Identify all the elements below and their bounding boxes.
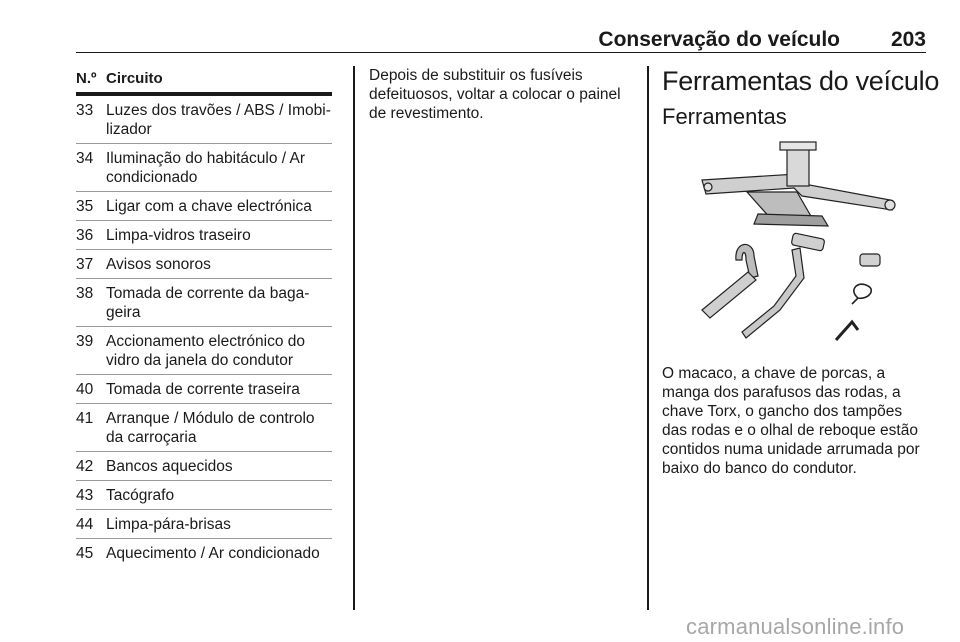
column-header-circuit: Circuito	[106, 70, 163, 87]
wheel-bolt-sleeve-icon	[742, 233, 825, 338]
towing-eye-icon	[836, 322, 858, 340]
watermark: carmanualsonline.info	[686, 614, 905, 639]
fuse-number: 38	[76, 285, 94, 302]
circuit-name: Iluminação do habitáculo / Ar condicionado	[106, 150, 306, 186]
circuit-name: Tacógrafo	[106, 487, 175, 504]
wheel-brace-icon	[702, 244, 758, 318]
fuse-number: 33	[76, 102, 94, 119]
jack-icon	[702, 142, 895, 226]
table-row	[76, 452, 332, 481]
circuit-name: Arranque / Módulo de controlo da carroçaria	[106, 410, 315, 446]
page-header	[76, 26, 926, 53]
table-row	[76, 221, 332, 250]
circuit-name: Bancos aquecidos	[106, 458, 233, 475]
tools-description: O macaco, a chave de porcas, a manga dos parafusos das rodas, a chave Torx, o gancho dos tampões das rodas e o olhal de reboque estão contidos numa unidade arrumada por baixo do banco do condutor.	[662, 365, 920, 477]
page-number: 203	[890, 28, 926, 51]
table-header	[76, 65, 332, 96]
circuit-name: Ligar com a chave electrónica	[106, 198, 312, 215]
fuse-number: 45	[76, 545, 94, 562]
fuse-table	[76, 65, 332, 567]
fuse-number: 40	[76, 381, 94, 398]
circuit-name: Tomada de corrente traseira	[106, 381, 300, 398]
fuse-number: 39	[76, 333, 94, 350]
fuse-number: 42	[76, 458, 94, 475]
table-row	[76, 510, 332, 539]
circuit-name: Luzes dos travões / ABS / Imobi- lizador	[106, 102, 331, 138]
fuse-number: 35	[76, 198, 94, 215]
column-divider	[353, 66, 355, 610]
table-row	[76, 375, 332, 404]
subsection-heading: Ferramentas	[662, 104, 787, 129]
fuse-number: 36	[76, 227, 94, 244]
replacement-note: Depois de substituir os fusíveis defeituosos, voltar a colocar o painel de revestimento.	[369, 67, 621, 122]
hubcap-hook-icon	[852, 284, 871, 304]
fuse-number: 41	[76, 410, 94, 427]
table-row	[76, 144, 332, 192]
table-row	[76, 404, 332, 452]
table-row	[76, 481, 332, 510]
fuse-number: 34	[76, 150, 94, 167]
table-row	[76, 539, 332, 567]
table-row	[76, 327, 332, 375]
circuit-name: Limpa-pára-brisas	[106, 516, 231, 533]
table-row	[76, 192, 332, 221]
torx-key-icon	[860, 254, 880, 266]
circuit-name: Avisos sonoros	[106, 256, 211, 273]
section-title: Conservação do veículo	[598, 28, 840, 51]
circuit-name: Aquecimento / Ar condicionado	[106, 545, 320, 562]
circuit-name: Limpa-vidros traseiro	[106, 227, 251, 244]
column-header-number: N.º	[76, 70, 97, 87]
fuse-number: 43	[76, 487, 94, 504]
table-row	[76, 96, 332, 144]
circuit-name: Tomada de corrente da baga- geira	[106, 285, 310, 321]
vehicle-tools-illustration	[662, 140, 926, 348]
table-row	[76, 279, 332, 327]
circuit-name: Accionamento electrónico do vidro da janela do condutor	[106, 333, 306, 369]
table-row	[76, 250, 332, 279]
fuse-number: 44	[76, 516, 94, 533]
fuse-number: 37	[76, 256, 94, 273]
section-heading: Ferramentas do veículo	[662, 66, 940, 96]
column-divider	[647, 66, 649, 610]
